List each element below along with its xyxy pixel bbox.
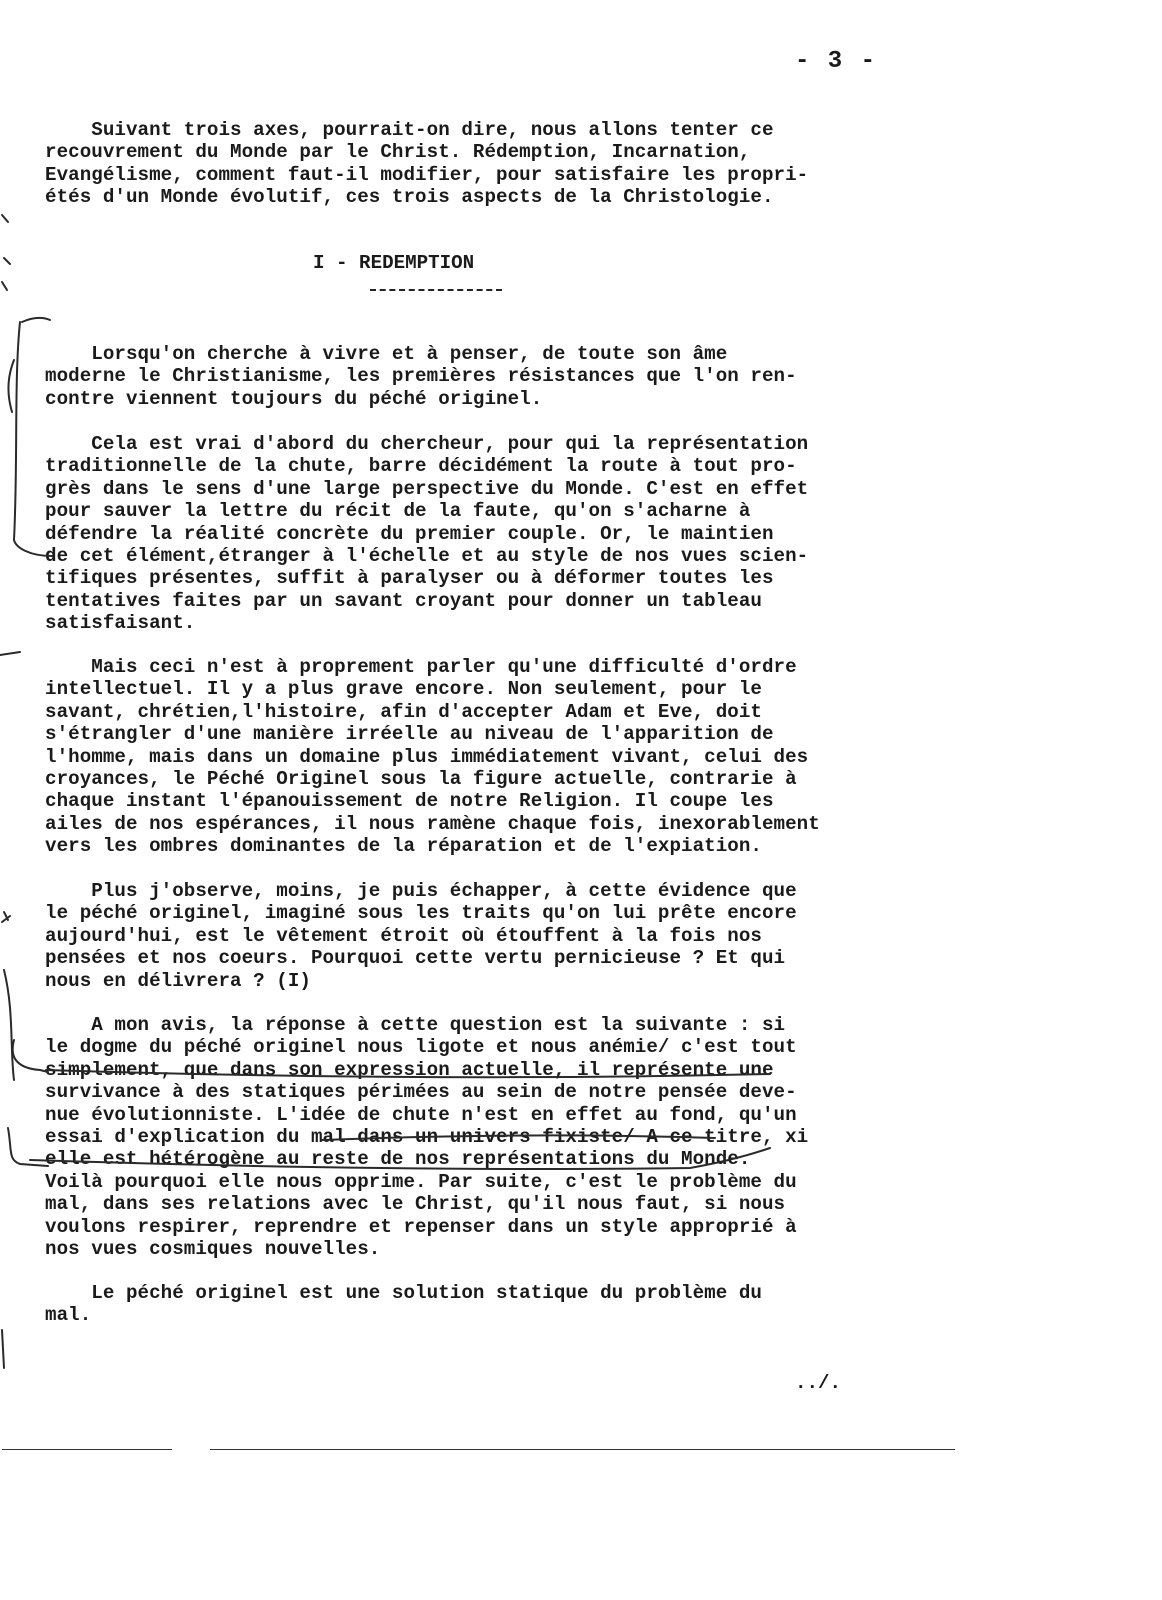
text-line: aujourd'hui, est le vêtement étroit où étouffent à la fois nos	[45, 924, 762, 947]
margin-bracket-top	[22, 318, 50, 322]
margin-star	[2, 912, 10, 922]
margin-tick-1	[2, 215, 8, 222]
text-line: le dogme du péché originel nous ligote et nous anémie/ c'est tout	[45, 1036, 797, 1059]
margin-dash-satisfaisant	[0, 652, 20, 655]
bottom-rule-left	[2, 1449, 172, 1450]
text-line: satisfaisant.	[45, 612, 196, 635]
margin-tick-3	[2, 282, 7, 290]
text-line: Evangélisme, comment faut-il modifier, pour satisfaire les propri-	[45, 163, 809, 186]
heading-underline	[370, 289, 502, 291]
text-line: Lorsqu'on cherche à vivre et à penser, de toute son âme	[45, 343, 728, 365]
text-line: Mais ceci n'est à proprement parler qu'une difficulté d'ordre	[45, 656, 797, 678]
continuation-mark: ../.	[795, 1372, 842, 1394]
text-line: s'étrangler d'une manière irréelle au niveau de l'apparition de	[45, 723, 774, 746]
text-line: essai d'explication du mal dans un univers fixiste/ A ce titre, xi	[45, 1126, 809, 1149]
paragraph-observation	[45, 880, 797, 992]
text-line: moderne le Christianisme, les premières résistances que l'on ren-	[45, 365, 797, 388]
text-line: contre viennent toujours du péché originel.	[45, 387, 543, 410]
text-line: A mon avis, la réponse à cette question est la suivante : si	[45, 1014, 786, 1036]
text-line: de cet élément,étranger à l'échelle et au style de nos vues scien-	[45, 545, 809, 568]
text-line: Suivant trois axes, pourrait-on dire, nous allons tenter ce	[45, 119, 774, 141]
text-line: mal, dans ses relations avec le Christ, qu'il nous faut, si nous	[45, 1193, 786, 1216]
text-line: simplement, que dans son expression actuelle, il représente une	[45, 1058, 774, 1081]
text-line: l'homme, mais dans un domaine plus immédiatement vivant, celui des	[45, 745, 809, 768]
margin-tick-2	[4, 258, 10, 264]
margin-curve-middle	[4, 970, 14, 1080]
text-line: voulons respirer, reprendre et repenser dans un style approprié à	[45, 1215, 797, 1238]
text-line: le péché originel, imaginé sous les traits qu'on lui prête encore	[45, 902, 797, 925]
text-line: nue évolutionniste. L'idée de chute n'est en effet au fond, qu'un	[45, 1103, 797, 1126]
paragraph-conclusion	[45, 1282, 762, 1327]
paragraph-christianisme	[45, 343, 797, 410]
paragraph-intro	[45, 119, 808, 209]
text-line: défendre la réalité concrète du premier couple. Or, le maintien	[45, 522, 774, 545]
text-line: pour sauver la lettre du récit de la faute, qu'on s'acharne à	[45, 500, 751, 523]
text-line: mal.	[45, 1304, 92, 1327]
text-line: recouvrement du Monde par le Christ. Rédemption, Incarnation,	[45, 141, 751, 164]
text-line: tifiques présentes, suffit à paralyser ou à déformer toutes les	[45, 567, 774, 590]
margin-paren-left	[8, 360, 14, 412]
text-line: étés d'un Monde évolutif, ces trois aspects de la Christologie.	[45, 186, 774, 209]
text-line: nous en délivrera ? (I)	[45, 969, 311, 992]
text-line: chaque instant l'épanouissement de notre Religion. Il coupe les	[45, 790, 774, 813]
paragraph-difficulte	[45, 656, 820, 858]
text-line: savant, chrétien,l'histoire, afin d'accepter Adam et Eve, doit	[45, 700, 762, 723]
text-line: pensées et nos coeurs. Pourquoi cette vertu pernicieuse ? Et qui	[45, 947, 786, 970]
text-line: Voilà pourquoi elle nous opprime. Par suite, c'est le problème du	[45, 1170, 797, 1193]
text-line: tentatives faites par un savant croyant pour donner un tableau	[45, 589, 762, 612]
paragraph-chercheur	[45, 433, 808, 635]
text-line: croyances, le Péché Originel sous la figure actuelle, contrarie à	[45, 768, 797, 791]
text-line: nos vues cosmiques nouvelles.	[45, 1238, 381, 1261]
text-line: Cela est vrai d'abord du chercheur, pour qui la représentation	[45, 433, 809, 455]
page-number: - 3 -	[795, 48, 878, 75]
text-line: Le péché originel est une solution statique du problème du	[45, 1282, 762, 1304]
margin-line-bottom	[2, 1330, 4, 1368]
text-line: intellectuel. Il y a plus grave encore. Non seulement, pour le	[45, 678, 762, 701]
text-line: elle est hétérogène au reste de nos représentations du Monde.	[45, 1148, 751, 1171]
section-heading: I - REDEMPTION	[313, 252, 475, 274]
margin-bracket-essai	[8, 1128, 48, 1166]
paragraph-reponse	[45, 1014, 808, 1260]
text-line: vers les ombres dominantes de la réparation et de l'expiation.	[45, 835, 762, 858]
bottom-rule-right	[210, 1449, 955, 1450]
text-line: Plus j'observe, moins, je puis échapper, à cette évidence que	[45, 880, 797, 902]
margin-bracket-reponse	[13, 1040, 48, 1072]
text-line: traditionnelle de la chute, barre décidément la route à tout pro-	[45, 455, 797, 478]
text-line: grès dans le sens d'une large perspective du Monde. C'est en effet	[45, 477, 809, 500]
text-line: ailes de nos espérances, il nous ramène chaque fois, inexorablement	[45, 812, 820, 835]
text-line: survivance à des statiques périmées au sein de notre pensée deve-	[45, 1081, 797, 1104]
